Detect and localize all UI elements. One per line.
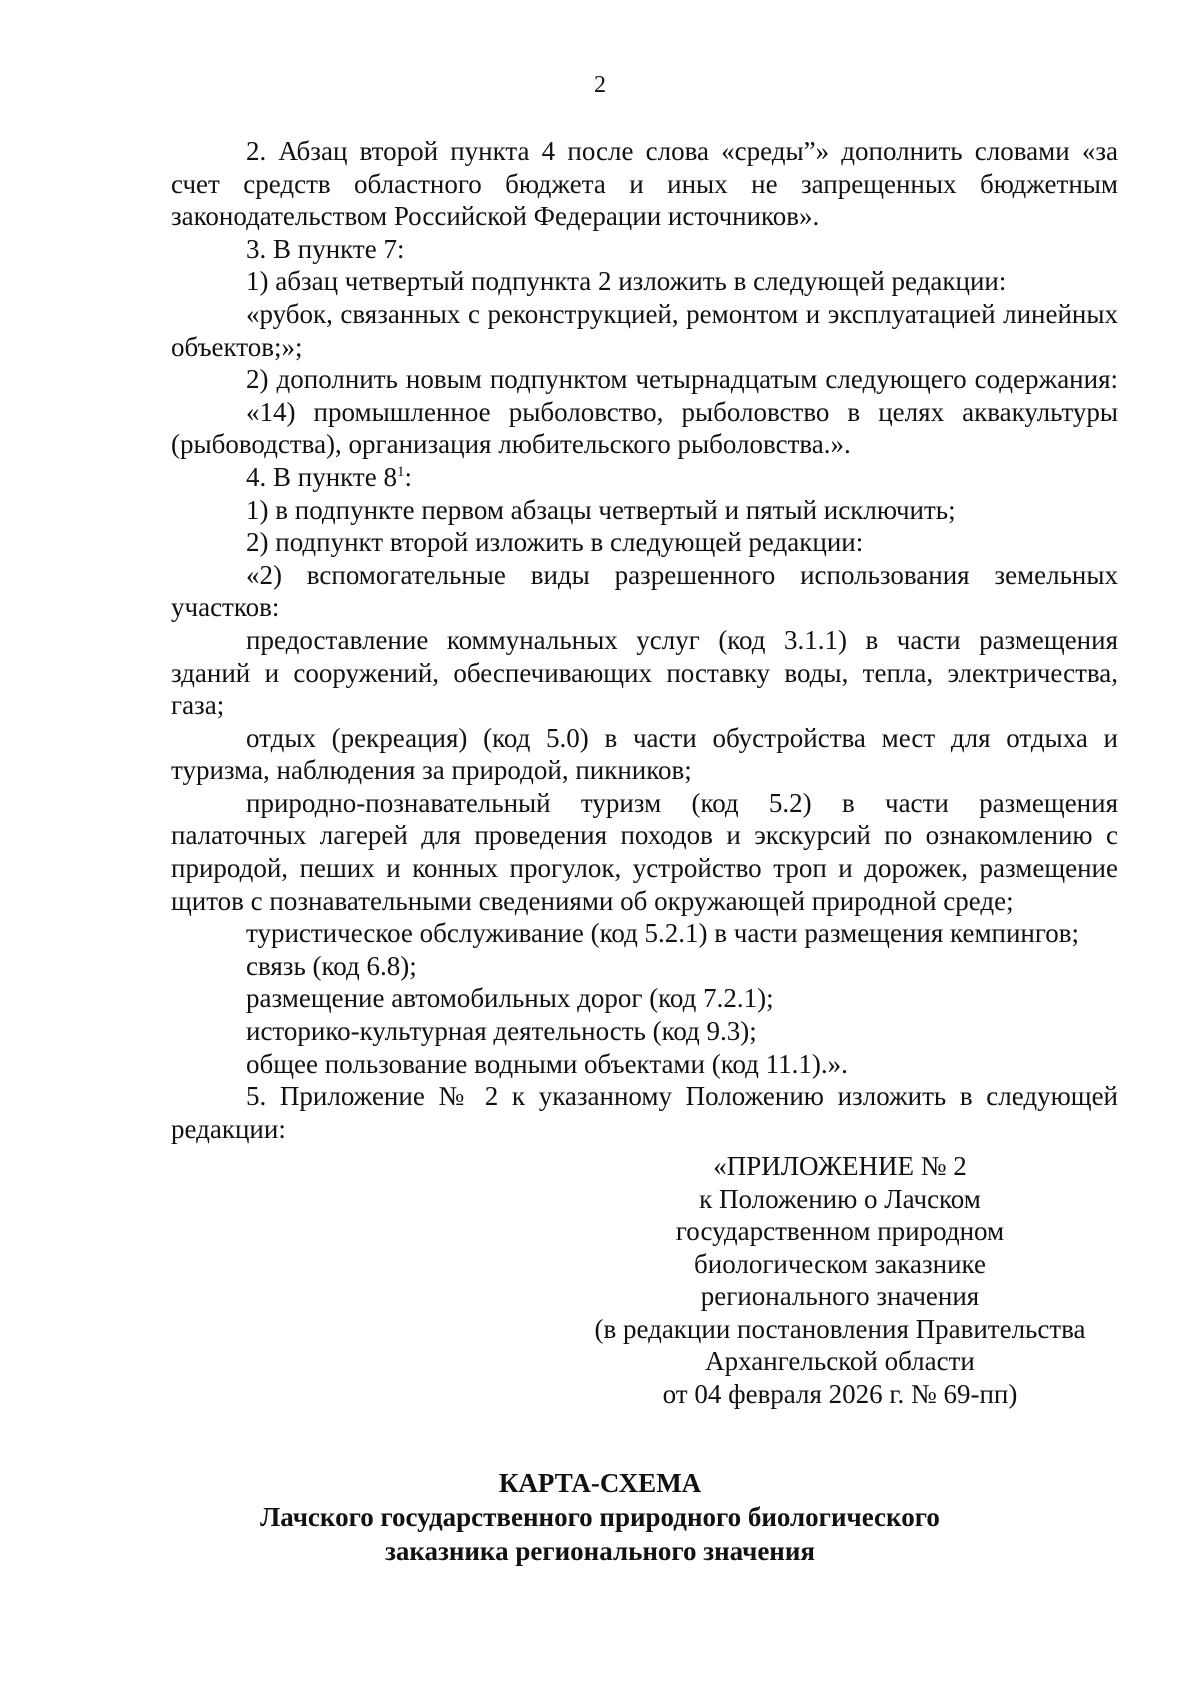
appendix-block [560,1150,1120,1410]
superscript: 1 [396,463,405,480]
appendix-line: к Положению о Лачском [699,1183,981,1214]
paragraph-quote-2: «2) вспомогательные виды разрешенного использования земельных участков: [171,559,1118,623]
map-title: КАРТА-СХЕМА [498,1468,702,1498]
paragraph-cultural: историко-культурная деятельность (код 9.3); [246,1016,757,1047]
paragraph-item-5: 5. Приложение № 2 к указанному Положению изложить в следующей редакции: [171,1081,1118,1144]
document-body [171,135,1118,1145]
page-number: 2 [594,72,606,98]
paragraph-tourist-service: туристическое обслуживание (код 5.2.1) в части размещения кемпингов; [246,918,1080,949]
map-subtitle-line: заказника регионального значения [384,1536,816,1566]
paragraph-subitem-2-edit: 2) подпункт второй изложить в следующей редакции: [246,527,864,558]
paragraph-water: общее пользование водными объектами (код 11.1).». [246,1048,848,1079]
appendix-line: от 04 февраля 2026 г. № 69-пп) [662,1378,1018,1409]
appendix-line: (в редакции постановления Правительства [594,1313,1086,1344]
paragraph-item-2: 2. Абзац второй пункта 4 после слова «среды”» дополнить словами «за счет средств областного бюджета и иных не запрещенных бюджетным законодательством Российской Федерации источников». [171,136,1118,232]
paragraph-item-3-heading: 3. В пункте 7: [246,233,405,264]
paragraph-utilities: предоставление коммунальных услуг (код 3.1.1) в части размещения зданий и сооружений, обеспечивающих поставку воды, тепла, электричества, газа; [171,624,1118,721]
map-subtitle-line: Лачского государственного природного биологического [260,1502,940,1532]
paragraph-quote-14: «14) промышленное рыболовство, рыболовство в целях аквакультуры (рыбоводства), организация любительского рыболовства.». [171,396,1118,460]
appendix-line: государственном природном [675,1216,1005,1246]
item-4-colon: : [404,461,412,492]
paragraph-subitem-2: 2) дополнить новым подпунктом четырнадцатым следующего содержания: [246,364,1118,395]
paragraph-item-4-heading [171,461,1118,494]
item-4-text: 4. В пункте 8 [246,461,397,492]
appendix-line: «ПРИЛОЖЕНИЕ № 2 [713,1151,967,1181]
paragraph-subitem-1-exclude: 1) в подпункте первом абзацы четвертый и пятый исключить; [246,494,956,525]
map-title-block [0,1466,1200,1568]
appendix-line: биологическом заказнике [694,1248,986,1279]
paragraph-quote-rubok: «рубок, связанных с реконструкцией, ремонтом и эксплуатацией линейных объектов;»; [171,298,1118,362]
appendix-line: регионального значения [700,1281,980,1311]
paragraph-communication: связь (код 6.8); [246,950,417,981]
paragraph-recreation: отдых (рекреация) (код 5.0) в части обустройства мест для отдыха и туризма, наблюдения за природой, пикников; [171,722,1118,786]
paragraph-roads: размещение автомобильных дорог (код 7.2.1); [246,983,774,1014]
paragraph-tourism: природно-познавательный туризм (код 5.2) в части размещения палаточных лагерей для проведения походов и экскурсий по ознакомлению с природой, пеших и конных прогулок, устройство троп и дорожек, размещение щитов с познавательными сведениями об окружающей природной среде; [171,787,1118,916]
appendix-line: Архангельской области [705,1346,975,1376]
paragraph-subitem-1: 1) абзац четвертый подпункта 2 изложить в следующей редакции: [246,266,1007,297]
